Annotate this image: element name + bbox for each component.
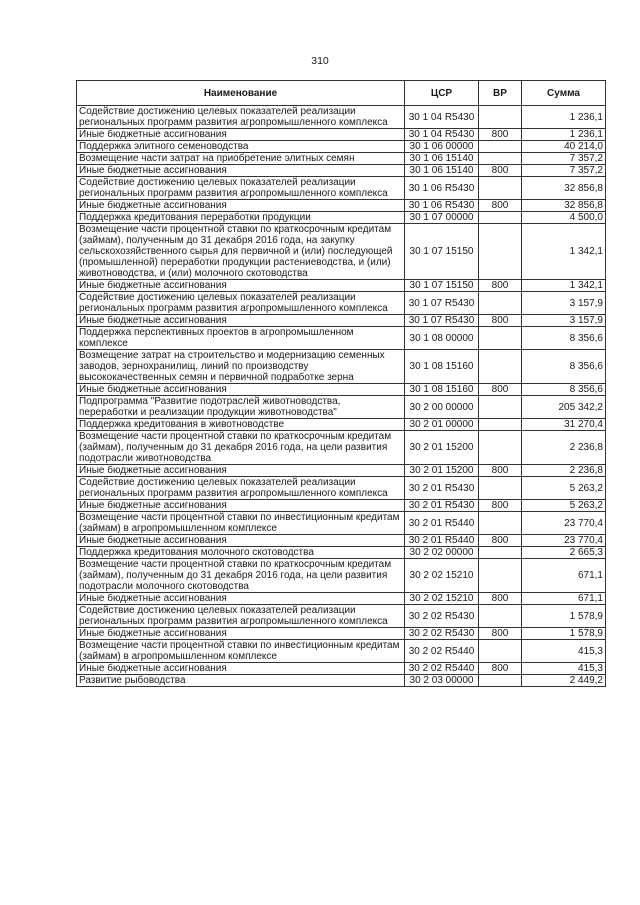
cell-sum: 8 356,6 [522,384,606,396]
cell-vr [479,547,522,559]
cell-vr: 800 [479,280,522,292]
cell-name: Возмещение части процентной ставки по инвестиционным кредитам (займам) в агропромышленном комплексе [77,640,405,663]
cell-csr: 30 1 07 15150 [405,224,479,280]
cell-csr: 30 2 02 15210 [405,559,479,593]
table-row [77,500,606,512]
cell-name: Иные бюджетные ассигнования [77,384,405,396]
cell-sum: 1 236,1 [522,129,606,141]
cell-csr: 30 2 01 R5430 [405,500,479,512]
cell-name: Возмещение части процентной ставки по краткосрочным кредитам (займам), полученным до 31 декабря 2016 года, на цели развития подотрасли молочного скотоводства [77,559,405,593]
cell-vr [479,675,522,687]
cell-vr [479,224,522,280]
cell-sum: 2 449,2 [522,675,606,687]
table-row [77,628,606,640]
cell-csr: 30 1 07 R5430 [405,315,479,327]
cell-vr: 800 [479,663,522,675]
table-body [77,106,606,687]
cell-csr: 30 1 08 15160 [405,350,479,384]
cell-name: Иные бюджетные ассигнования [77,315,405,327]
cell-vr: 800 [479,165,522,177]
cell-sum: 1 236,1 [522,106,606,129]
cell-name: Содействие достижению целевых показателей реализации региональных программ развития агропромышленного комплекса [77,605,405,628]
cell-csr: 30 2 01 R5430 [405,477,479,500]
cell-vr [479,605,522,628]
cell-sum: 1 578,9 [522,605,606,628]
cell-vr [479,350,522,384]
cell-sum: 2 236,8 [522,465,606,477]
cell-sum: 32 856,8 [522,177,606,200]
cell-vr [479,431,522,465]
page-number: 310 [311,55,329,67]
cell-name: Содействие достижению целевых показателей реализации региональных программ развития агропромышленного комплекса [77,177,405,200]
cell-name: Содействие достижению целевых показателей реализации региональных программ развития агропромышленного комплекса [77,477,405,500]
table-row [77,396,606,419]
cell-name: Возмещение части затрат на приобретение элитных семян [77,153,405,165]
table-row [77,547,606,559]
cell-name: Возмещение части процентной ставки по инвестиционным кредитам (займам) в агропромышленном комплексе [77,512,405,535]
cell-vr [479,640,522,663]
cell-vr [479,477,522,500]
cell-name: Развитие рыбоводства [77,675,405,687]
table-row [77,465,606,477]
cell-csr: 30 1 06 00000 [405,141,479,153]
cell-csr: 30 2 02 15210 [405,593,479,605]
cell-csr: 30 1 08 15160 [405,384,479,396]
table-row [77,165,606,177]
table-row [77,315,606,327]
cell-sum: 1 578,9 [522,628,606,640]
table-row [77,640,606,663]
cell-sum: 7 357,2 [522,165,606,177]
cell-sum: 671,1 [522,559,606,593]
cell-sum: 32 856,8 [522,200,606,212]
table-row [77,605,606,628]
cell-vr: 800 [479,465,522,477]
table-row [77,663,606,675]
table-row [77,512,606,535]
cell-name: Иные бюджетные ассигнования [77,465,405,477]
cell-sum: 3 157,9 [522,315,606,327]
cell-name: Содействие достижению целевых показателей реализации региональных программ развития агропромышленного комплекса [77,106,405,129]
cell-vr: 800 [479,535,522,547]
cell-csr: 30 1 06 15140 [405,165,479,177]
table-row [77,129,606,141]
cell-sum: 5 263,2 [522,500,606,512]
cell-vr [479,292,522,315]
cell-sum: 8 356,6 [522,350,606,384]
cell-vr [479,177,522,200]
table-row [77,535,606,547]
cell-csr: 30 1 04 R5430 [405,129,479,141]
column-header-vr: ВР [479,81,522,106]
cell-csr: 30 2 01 R5440 [405,512,479,535]
cell-sum: 1 342,1 [522,224,606,280]
table-row [77,224,606,280]
cell-vr: 800 [479,200,522,212]
table-row [77,419,606,431]
cell-name: Поддержка элитного семеноводства [77,141,405,153]
cell-name: Возмещение части процентной ставки по краткосрочным кредитам (займам), полученным до 31 декабря 2016 года, на закупку сельскохозяйственного сырья для первичной и (или) последующей (промышленной) переработки продукции растениеводства, и (или) животноводства, и (или) молочного скотоводства [77,224,405,280]
cell-sum: 671,1 [522,593,606,605]
cell-vr: 800 [479,129,522,141]
cell-name: Иные бюджетные ассигнования [77,500,405,512]
table-row [77,177,606,200]
cell-csr: 30 2 02 R5440 [405,640,479,663]
table-row [77,280,606,292]
cell-name: Иные бюджетные ассигнования [77,663,405,675]
cell-csr: 30 2 03 00000 [405,675,479,687]
cell-csr: 30 2 02 00000 [405,547,479,559]
cell-sum: 1 342,1 [522,280,606,292]
cell-csr: 30 2 02 R5440 [405,663,479,675]
cell-vr [479,141,522,153]
cell-vr [479,419,522,431]
cell-vr: 800 [479,593,522,605]
cell-sum: 40 214,0 [522,141,606,153]
cell-name: Иные бюджетные ассигнования [77,165,405,177]
table-row [77,327,606,350]
cell-sum: 415,3 [522,640,606,663]
cell-vr [479,212,522,224]
cell-name: Поддержка кредитования в животноводстве [77,419,405,431]
cell-sum: 8 356,6 [522,327,606,350]
cell-name: Подпрограмма "Развитие подотраслей животноводства, переработки и реализации продукции животноводства" [77,396,405,419]
cell-vr [479,512,522,535]
table-row [77,350,606,384]
table-row [77,200,606,212]
cell-name: Иные бюджетные ассигнования [77,535,405,547]
cell-csr: 30 1 07 R5430 [405,292,479,315]
column-header-csr: ЦСР [405,81,479,106]
cell-csr: 30 1 06 R5430 [405,200,479,212]
cell-name: Поддержка перспективных проектов в агропромышленном комплексе [77,327,405,350]
cell-csr: 30 2 01 00000 [405,419,479,431]
cell-csr: 30 2 00 00000 [405,396,479,419]
cell-csr: 30 1 06 R5430 [405,177,479,200]
table-row [77,384,606,396]
cell-vr [479,559,522,593]
cell-vr [479,327,522,350]
cell-csr: 30 2 02 R5430 [405,628,479,640]
cell-csr: 30 1 04 R5430 [405,106,479,129]
table-header-row [77,81,606,106]
table-row [77,477,606,500]
cell-csr: 30 1 08 00000 [405,327,479,350]
cell-sum: 23 770,4 [522,512,606,535]
cell-csr: 30 2 01 15200 [405,431,479,465]
cell-vr: 800 [479,500,522,512]
cell-csr: 30 2 02 R5430 [405,605,479,628]
table-row [77,559,606,593]
table-row [77,431,606,465]
cell-name: Возмещение затрат на строительство и модернизацию семенных заводов, зернохранилищ, линий по производству высококачественных семян и первичной подработке зерна [77,350,405,384]
cell-sum: 31 270,4 [522,419,606,431]
cell-vr: 800 [479,315,522,327]
cell-sum: 4 500,0 [522,212,606,224]
cell-name: Иные бюджетные ассигнования [77,280,405,292]
column-header-sum: Сумма [522,81,606,106]
cell-name: Иные бюджетные ассигнования [77,200,405,212]
table-row [77,106,606,129]
budget-table [76,80,606,687]
cell-csr: 30 1 07 00000 [405,212,479,224]
cell-sum: 2 236,8 [522,431,606,465]
cell-name: Иные бюджетные ассигнования [77,129,405,141]
cell-sum: 7 357,2 [522,153,606,165]
cell-csr: 30 1 07 15150 [405,280,479,292]
cell-name: Возмещение части процентной ставки по краткосрочным кредитам (займам), полученным до 31 декабря 2016 года, на цели развития подотрасли животноводства [77,431,405,465]
cell-name: Содействие достижению целевых показателей реализации региональных программ развития агропромышленного комплекса [77,292,405,315]
cell-sum: 23 770,4 [522,535,606,547]
cell-name: Иные бюджетные ассигнования [77,593,405,605]
cell-sum: 3 157,9 [522,292,606,315]
cell-sum: 415,3 [522,663,606,675]
cell-sum: 5 263,2 [522,477,606,500]
cell-vr [479,106,522,129]
cell-sum: 205 342,2 [522,396,606,419]
cell-name: Поддержка кредитования переработки продукции [77,212,405,224]
table-row [77,141,606,153]
table-row [77,675,606,687]
table-row [77,292,606,315]
cell-sum: 2 665,3 [522,547,606,559]
cell-vr: 800 [479,384,522,396]
table-row [77,212,606,224]
column-header-name: Наименование [77,81,405,106]
cell-csr: 30 2 01 R5440 [405,535,479,547]
cell-csr: 30 1 06 15140 [405,153,479,165]
cell-csr: 30 2 01 15200 [405,465,479,477]
table-row [77,593,606,605]
cell-vr [479,153,522,165]
table-row [77,153,606,165]
cell-name: Поддержка кредитования молочного скотоводства [77,547,405,559]
cell-name: Иные бюджетные ассигнования [77,628,405,640]
cell-vr [479,396,522,419]
cell-vr: 800 [479,628,522,640]
